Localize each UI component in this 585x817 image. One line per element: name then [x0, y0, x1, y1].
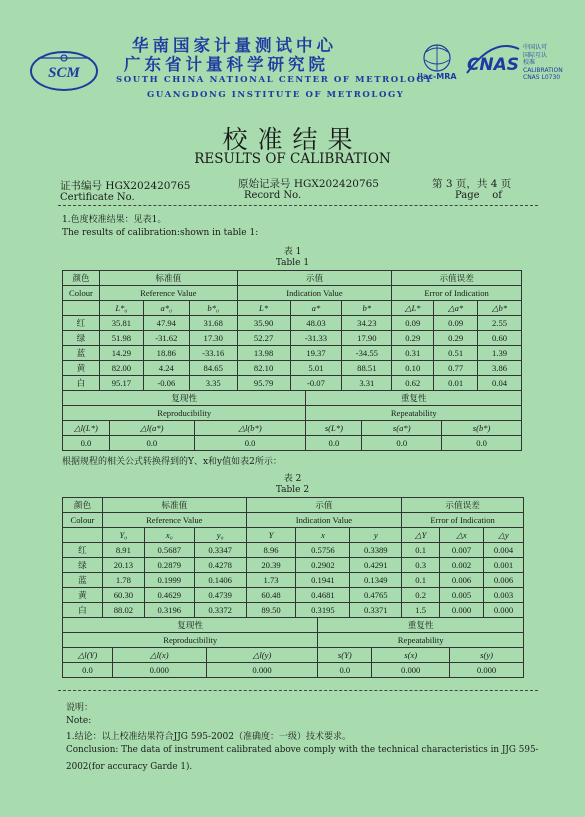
cell: 34.23 [342, 316, 392, 331]
org-name-cn-2: 广东省计量科学研究院 [124, 55, 329, 74]
table1-caption-cn: 表 1 [283, 247, 302, 257]
cell: 0.4681 [296, 588, 350, 603]
cell: 95.17 [99, 376, 143, 391]
cell: 0.3372 [194, 603, 246, 618]
th-err-cn: 示值误差 [402, 498, 524, 513]
cell: 0.62 [392, 376, 434, 391]
cell: 0.31 [392, 346, 434, 361]
table2-repro [62, 617, 524, 678]
repro-en: Reproducibility [63, 406, 306, 421]
cell: 0.5687 [144, 543, 194, 558]
note-label-en: Note: [66, 716, 92, 726]
rr-val: 0.000 [372, 663, 450, 678]
cell: 白 [63, 603, 103, 618]
cell: 31.68 [189, 316, 237, 331]
cell: 17.30 [189, 331, 237, 346]
th-sub: Y [246, 528, 296, 543]
th-sub: y₀ [194, 528, 246, 543]
certificate-no-cn: 证书编号 HGX202420765 [60, 180, 191, 192]
cell: -31.33 [290, 331, 342, 346]
rr-head: △l(L*) [63, 421, 110, 436]
cell: 5.01 [290, 361, 342, 376]
cell: 红 [63, 316, 100, 331]
th-sub: L* [237, 301, 290, 316]
table2-caption-en: Table 2 [275, 485, 310, 495]
cell: 14.29 [99, 346, 143, 361]
cell: 0.1 [402, 543, 440, 558]
page-number-cn: 第 3 页，共 4 页 [432, 178, 512, 190]
cell: 0.006 [440, 573, 484, 588]
th-color-en: Colour [63, 513, 103, 528]
cell: 60.48 [246, 588, 296, 603]
cnas-text-line: 中国认可 [523, 44, 548, 51]
th-color-cn: 颜色 [63, 271, 100, 286]
cell: 0.1941 [296, 573, 350, 588]
th-sub: x₀ [144, 528, 194, 543]
conclusion-cn: 1.结论：以上校准结果符合JJG 595-2002（准确度：一级）技术要求。 [66, 732, 351, 742]
cell: 82.10 [237, 361, 290, 376]
table-row [63, 376, 522, 391]
table-row [63, 603, 524, 618]
rr-val: 0.0 [194, 436, 306, 451]
rr-head: △l(a*) [109, 421, 194, 436]
rr-head: s(a*) [362, 421, 442, 436]
org-name-en-2: GUANGDONG INSTITUTE OF METROLOGY [147, 90, 405, 100]
th-sub: Y₀ [102, 528, 144, 543]
cell: 4.24 [143, 361, 189, 376]
th-err-en: Error of Indication [402, 513, 524, 528]
th-sub: △L* [392, 301, 434, 316]
note-label-cn: 说明： [66, 703, 94, 713]
th-sub: b* [342, 301, 392, 316]
org-name-en-1: SOUTH CHINA NATIONAL CENTER OF METROLOGY [116, 75, 433, 85]
th-err-en: Error of Indication [392, 286, 522, 301]
cell: 88.51 [342, 361, 392, 376]
cell: 20.39 [246, 558, 296, 573]
cell: 3.86 [478, 361, 522, 376]
rr-val: 0.0 [63, 436, 110, 451]
cell: 0.2879 [144, 558, 194, 573]
table1-caption-en: Table 1 [275, 258, 310, 268]
cell: 0.006 [484, 573, 524, 588]
page-number-en: Page of [455, 190, 502, 201]
cell: 0.1349 [350, 573, 402, 588]
cnas-text-line: CNAS L0730 [523, 74, 561, 81]
cell: 0.3195 [296, 603, 350, 618]
th-ind-cn: 示值 [237, 271, 392, 286]
cell: 17.90 [342, 331, 392, 346]
th-ref-en: Reference Value [99, 286, 237, 301]
cell: 3.35 [189, 376, 237, 391]
cell: 0.2902 [296, 558, 350, 573]
section1-cn: 1.色度校准结果：见表1。 [62, 215, 167, 225]
cell: 0.29 [392, 331, 434, 346]
cell: 1.39 [478, 346, 522, 361]
th-ref-cn: 标准值 [99, 271, 237, 286]
org-name-cn-1: 华南国家计量测试中心 [132, 36, 337, 55]
rr-head: s(Y) [318, 648, 372, 663]
cnas-logo [463, 43, 523, 77]
cell: 红 [63, 543, 103, 558]
table-divider [58, 690, 538, 691]
table1 [62, 270, 522, 391]
ilac-mra-logo [412, 42, 462, 82]
cell: 0.29 [434, 331, 478, 346]
table-row [63, 558, 524, 573]
cell: 0.3389 [350, 543, 402, 558]
table-row [63, 361, 522, 376]
rr-val: 0.0 [109, 436, 194, 451]
conclusion-en-line2: 2002(for accuracy Garde 1). [66, 762, 193, 772]
cell: 2.55 [478, 316, 522, 331]
rr-head: s(x) [372, 648, 450, 663]
th-sub: L*₀ [99, 301, 143, 316]
cell: 13.98 [237, 346, 290, 361]
repeat-cn: 重复性 [306, 391, 522, 406]
cell: 48.03 [290, 316, 342, 331]
th-ind-cn: 示值 [246, 498, 402, 513]
th-sub: y [350, 528, 402, 543]
table2-caption-cn: 表 2 [283, 474, 302, 484]
cnas-text-line: 国际互认 [523, 51, 548, 59]
cell: 84.65 [189, 361, 237, 376]
cnas-text-line: 校准 [523, 59, 536, 66]
cell: 0.3371 [350, 603, 402, 618]
rr-val: 0.000 [450, 663, 524, 678]
th-sub: x [296, 528, 350, 543]
repeat-en: Repeatability [318, 633, 524, 648]
cell: 0.4291 [350, 558, 402, 573]
cnas-text-line: CALIBRATION [523, 66, 563, 74]
cell: 88.02 [102, 603, 144, 618]
cell: 0.1 [402, 573, 440, 588]
cell: 0.003 [484, 588, 524, 603]
cell: 82.00 [99, 361, 143, 376]
cell: 3.31 [342, 376, 392, 391]
th-color-en: Colour [63, 286, 100, 301]
table-row [63, 346, 522, 361]
th-sub: △Y [402, 528, 440, 543]
cell: 60.30 [102, 588, 144, 603]
cell: 黄 [63, 361, 100, 376]
table-row [63, 573, 524, 588]
table2 [62, 497, 524, 618]
cell: 0.77 [434, 361, 478, 376]
th-sub: a*₀ [143, 301, 189, 316]
rr-val: 0.0 [442, 436, 522, 451]
scm-logo-text: SCM [48, 65, 80, 81]
cell: 1.78 [102, 573, 144, 588]
repro-en: Reproducibility [63, 633, 318, 648]
cell: 0.01 [434, 376, 478, 391]
cell: 0.04 [478, 376, 522, 391]
cell: 0.4278 [194, 558, 246, 573]
th-ref-cn: 标准值 [102, 498, 246, 513]
cell: -33.16 [189, 346, 237, 361]
table-row [63, 316, 522, 331]
certificate-no-en: Certificate No. [60, 192, 135, 203]
section2-cn: 根据规程的相关公式转换得到的Y、x和y值如表2所示： [62, 457, 282, 467]
table-row [63, 588, 524, 603]
cell: 52.27 [237, 331, 290, 346]
rr-val: 0.0 [318, 663, 372, 678]
cell: 20.13 [102, 558, 144, 573]
cell: -31.62 [143, 331, 189, 346]
cell: -34.55 [342, 346, 392, 361]
rr-val: 0.0 [63, 663, 113, 678]
rr-val: 0.000 [206, 663, 318, 678]
cell: 0.000 [484, 603, 524, 618]
table-row [63, 543, 524, 558]
ilac-text: ilac-MRA [417, 72, 457, 81]
cell: 0.4739 [194, 588, 246, 603]
th-sub: △a* [434, 301, 478, 316]
cnas-text: CNAS [466, 55, 520, 75]
rr-head: △l(y) [206, 648, 318, 663]
rr-head: s(L*) [306, 421, 362, 436]
repeat-cn: 重复性 [318, 618, 524, 633]
th-sub: b*₀ [189, 301, 237, 316]
scm-logo [28, 44, 100, 94]
cell: 0.005 [440, 588, 484, 603]
cell: 0.000 [440, 603, 484, 618]
rr-head: △l(x) [112, 648, 206, 663]
table-row [63, 331, 522, 346]
section1-en: The results of calibration:shown in table 1: [62, 228, 259, 238]
title-cn: 校准结果 [222, 125, 363, 154]
cell: 0.4765 [350, 588, 402, 603]
cell: 0.4629 [144, 588, 194, 603]
table1-repro [62, 390, 522, 451]
rr-head: △l(Y) [63, 648, 113, 663]
cell: 0.60 [478, 331, 522, 346]
cell: 8.96 [246, 543, 296, 558]
cell: 0.5756 [296, 543, 350, 558]
cell: 8.91 [102, 543, 144, 558]
cell: 0.3196 [144, 603, 194, 618]
cell: 35.81 [99, 316, 143, 331]
cell: 绿 [63, 331, 100, 346]
cell: 0.09 [392, 316, 434, 331]
cell: 51.98 [99, 331, 143, 346]
cell: 18.86 [143, 346, 189, 361]
record-no-en: Record No. [244, 190, 302, 201]
cell: 0.10 [392, 361, 434, 376]
title-en: RESULTS OF CALIBRATION [194, 151, 391, 167]
th-sub: △y [484, 528, 524, 543]
rr-head: s(y) [450, 648, 524, 663]
th-sub: △b* [478, 301, 522, 316]
th-sub: △x [440, 528, 484, 543]
rr-val: 0.0 [306, 436, 362, 451]
cell: 89.50 [246, 603, 296, 618]
cell: 0.09 [434, 316, 478, 331]
repro-cn: 复现性 [63, 618, 318, 633]
cell: 35.90 [237, 316, 290, 331]
cell: 0.001 [484, 558, 524, 573]
cell: 蓝 [63, 346, 100, 361]
repro-cn: 复现性 [63, 391, 306, 406]
cell: -0.07 [290, 376, 342, 391]
th-ind-en: Indication Value [237, 286, 392, 301]
th-err-cn: 示值误差 [392, 271, 522, 286]
cell: -0.06 [143, 376, 189, 391]
cell: 19.37 [290, 346, 342, 361]
cell: 1.73 [246, 573, 296, 588]
cell: 0.002 [440, 558, 484, 573]
cell: 0.2 [402, 588, 440, 603]
cell: 95.79 [237, 376, 290, 391]
repeat-en: Repeatability [306, 406, 522, 421]
cell: 1.5 [402, 603, 440, 618]
cell: 0.51 [434, 346, 478, 361]
cell: 47.94 [143, 316, 189, 331]
cell: 0.1406 [194, 573, 246, 588]
cell: 0.007 [440, 543, 484, 558]
rr-val: 0.000 [112, 663, 206, 678]
th-ind-en: Indication Value [246, 513, 402, 528]
record-no-cn: 原始记录号 HGX202420765 [238, 178, 379, 190]
cell: 0.3347 [194, 543, 246, 558]
cell: 0.004 [484, 543, 524, 558]
rr-val: 0.0 [362, 436, 442, 451]
cell: 0.1999 [144, 573, 194, 588]
rr-head: s(b*) [442, 421, 522, 436]
rr-head: △l(b*) [194, 421, 306, 436]
th-ref-en: Reference Value [102, 513, 246, 528]
cell: 白 [63, 376, 100, 391]
cell: 绿 [63, 558, 103, 573]
conclusion-en-line1: Conclusion: The data of instrument calibrated above comply with the technical characteristics in JJG 595- [66, 745, 539, 755]
cnas-description [523, 44, 563, 82]
cell: 黄 [63, 588, 103, 603]
th-sub: a* [290, 301, 342, 316]
cell: 0.3 [402, 558, 440, 573]
cell: 蓝 [63, 573, 103, 588]
th-color-cn: 颜色 [63, 498, 103, 513]
header-divider [58, 205, 538, 206]
